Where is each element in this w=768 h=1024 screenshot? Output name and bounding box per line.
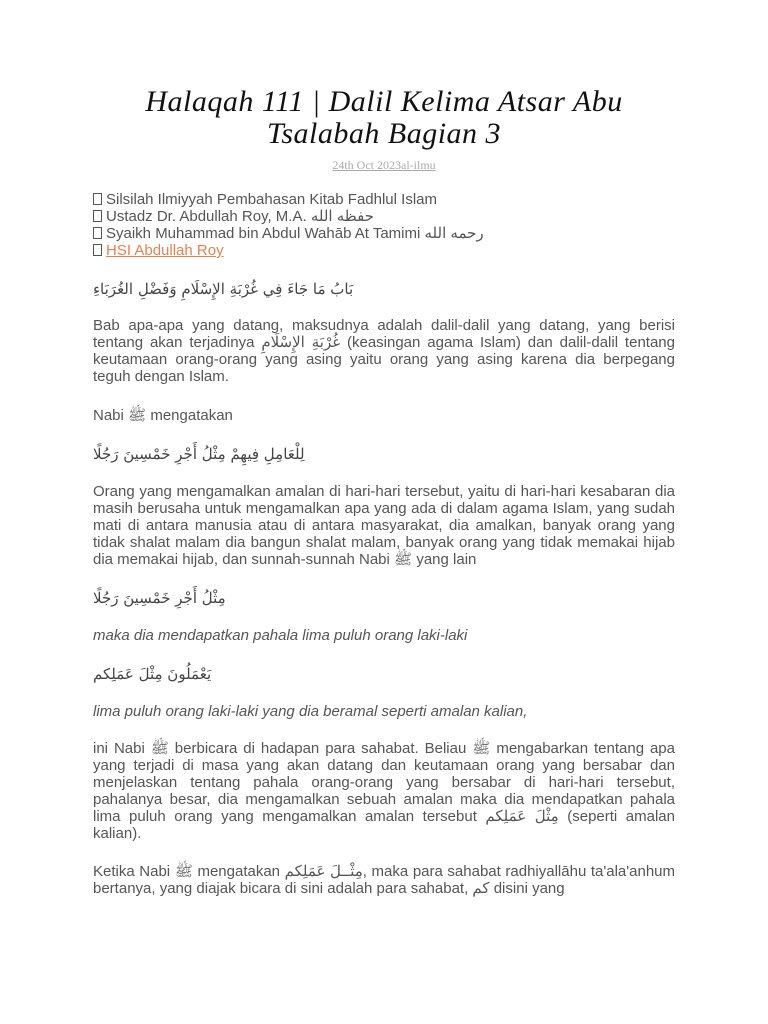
paragraph: Nabi ﷺ mengatakan	[93, 407, 233, 424]
arabic-text: مِثْلُ أَجْرِ خَمْسِينَ رَجُلًا	[93, 589, 226, 607]
paragraph-italic: maka dia mendapatkan pahala lima puluh orang laki-laki	[93, 627, 468, 644]
paragraph: Ketika Nabi ﷺ mengatakan مِثْــلَ عَمَلِكم, maka para sahabat radhiyallāhu ta'ala'anhum bertanya, yang diajak bicara di sini adalah para sahabat, كم disini yang	[93, 863, 676, 897]
paragraph: Orang yang mengamalkan amalan di hari-hari tersebut, yaitu di hari-hari kesabaran dia masih berusaha untuk mengamalkan apa yang ada di dalam agama Islam, yang sudah mati di antara manusia atau di antara masyarakat, dia amalkan, banyak orang yang tidak shalat malam dia bangun shalat malam, banyak orang yang tidak memakai hijab dia memakai hijab, dan sunnah-sunnah Nabi ﷺ yang lain	[93, 483, 675, 568]
post-date[interactable]: 24th Oct 2023	[332, 158, 401, 172]
arabic-quote	[93, 666, 675, 683]
info-block	[93, 191, 675, 259]
info-line	[93, 242, 675, 259]
missing-glyph-icon	[93, 193, 102, 205]
missing-glyph-icon	[93, 244, 102, 256]
missing-glyph-icon	[93, 210, 102, 222]
info-syaikh: Syaikh Muhammad bin Abdul Wahāb At Tamimi رحمه الله	[106, 225, 484, 242]
post-title: Halaqah 111 | Dalil Kelima Atsar Abu Tsalabah Bagian 3	[145, 85, 623, 150]
hsi-link[interactable]: HSI Abdullah Roy	[106, 242, 224, 259]
arabic-chapter-title	[93, 281, 675, 298]
arabic-text: لِلْعَامِلِ فِيهِمْ مِثْلُ أَجْرِ خَمْسِينَ رَجُلًا	[93, 445, 305, 463]
info-series: Silsilah Ilmiyyah Pembahasan Kitab Fadhlul Islam	[106, 191, 437, 208]
post-meta	[93, 158, 675, 172]
arabic-hadith	[93, 446, 675, 463]
paragraph: ini Nabi ﷺ berbicara di hadapan para sahabat. Beliau ﷺ mengabarkan tentang apa yang terjadi di masa yang akan datang dan keutamaan orang yang bersabar dan menjelaskan tentang pahala orang-orang yang bersabar di hari-hari tersebut, pahalanya besar, dia mengamalkan sebuah amalan maka dia mendapatkan pahala lima puluh orang yang mengamalkan amalan tersebut مِثْلَ عَمَلِكم (seperti amalan kalian).	[93, 740, 675, 842]
arabic-text: بَابُ مَا جَاءَ فِي غُرْبَةِ الإِسْلَامِ وَفَضْلِ الغُرَبَاءِ	[93, 280, 354, 298]
info-line	[93, 191, 675, 208]
missing-glyph-icon	[93, 227, 102, 239]
info-line	[93, 225, 675, 242]
article	[93, 86, 675, 897]
paragraph-italic: lima puluh orang laki-laki yang dia beramal seperti amalan kalian,	[93, 703, 528, 720]
paragraph: Bab apa-apa yang datang, maksudnya adalah dalil-dalil yang datang, yang berisi tentang akan terjadinya غُرْبَةِ الإِسْلَامِ (keasingan agama Islam) dan dalil-dalil tentang keutamaan orang-orang yang asing yaitu orang yang asing karena dia berpegang teguh dengan Islam.	[93, 317, 675, 385]
arabic-text: يَعْمَلُونَ مِثْلَ عَمَلِكم	[93, 665, 212, 683]
post-author[interactable]: al-ilmu	[401, 158, 436, 172]
info-line	[93, 208, 675, 225]
arabic-quote	[93, 590, 675, 607]
info-ustadz: Ustadz Dr. Abdullah Roy, M.A. حفظه الله	[106, 208, 374, 225]
